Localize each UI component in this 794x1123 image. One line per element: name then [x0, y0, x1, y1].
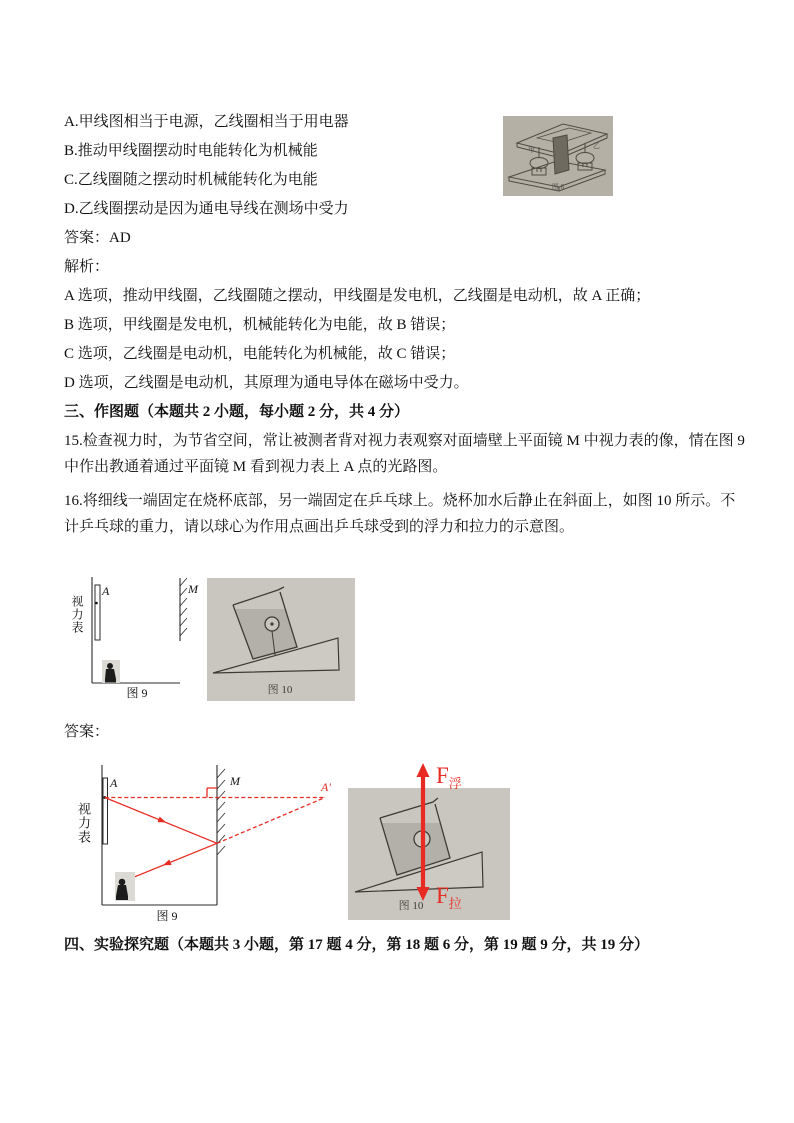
figure9-answer	[62, 758, 362, 926]
eye-chart-board	[95, 585, 100, 640]
analysis-a: A 选项，推动甲线圈，乙线圈随之摆动，甲线圈是发电机，乙线圈是电动机，故 A 正确；	[64, 288, 651, 304]
eye-chart-label: 视力表	[76, 802, 91, 844]
analysis-c: C 选项，乙线圈是电动机，电能转化为机械能，故 C 错误；	[64, 346, 456, 362]
q16-line2: 计乒乓球的重力，请以球心为作用点画出乒乓球受到的浮力和拉力的示意图。	[64, 519, 575, 535]
point-a-label: A	[102, 584, 110, 598]
image-point-label: A′	[321, 780, 331, 794]
q16-line1: 16.将细线一端固定在烧杯底部，另一端固定在乒乓球上。烧杯加水后静止在斜面上，如图 10 所示。不	[64, 493, 736, 509]
coil-left-label: 甲	[528, 146, 535, 154]
person-figure	[115, 872, 135, 901]
figure10-answer-caption: 图 10	[398, 900, 424, 912]
figure10-caption: 图 10	[267, 684, 293, 696]
q15-line1: 15.检查视力时，为节省空间，常让被测者背对视力表观察对面墙壁上平面镜 M 中视力表的像，情在图 9	[64, 433, 745, 449]
partition-plate	[553, 135, 569, 174]
analysis-d: D 选项，乙线圈是电动机，其原理为通电导体在磁场中受力。	[64, 375, 469, 391]
answer2-label: 答案：	[64, 724, 110, 740]
figure9-question	[52, 570, 204, 702]
figure9-drawing	[52, 570, 204, 702]
coil-right-label: 乙	[593, 142, 600, 150]
section4-heading: 四、实验探究题（本题共 3 小题，第 17 题 4 分，第 18 题 6 分，第 19 题 9 分，共 19 分）	[64, 937, 650, 953]
figure10-answer	[346, 756, 514, 924]
point-a-dot	[95, 602, 98, 605]
section3-heading: 三、作图题（本题共 2 小题，每小题 2 分，共 4 分）	[64, 404, 410, 420]
mirror-label: M	[188, 582, 198, 596]
answer-line: 答案：AD	[64, 230, 131, 246]
option-a: A.甲线图相当于电源，乙线圈相当于用电器	[64, 114, 349, 130]
person-figure	[102, 660, 120, 683]
ray-arrowhead-incident	[157, 817, 167, 826]
ball-center-dot	[270, 622, 273, 625]
mirror-hatching	[180, 578, 187, 636]
figure9-answer-drawing	[62, 758, 362, 926]
figure9-answer-caption: 图 9	[156, 909, 178, 923]
mirror-label: M	[230, 774, 240, 788]
buoyancy-force-label: $F_浮$	[436, 763, 462, 791]
figure8-caption: 图 8	[551, 183, 565, 191]
analysis-b: B 选项，甲线圈是发电机，机械能转化为电能，故 B 错误；	[64, 317, 456, 333]
option-b: B.推动甲线圈摆动时电能转化为机械能	[64, 143, 318, 159]
option-c: C.乙线圈随之摆动时机械能转化为电能	[64, 172, 318, 188]
eye-chart-board	[103, 778, 108, 844]
eye-chart-label: 视力表	[70, 595, 84, 634]
figure9-caption: 图 9	[126, 686, 148, 700]
light-rays	[105, 788, 325, 882]
analysis-label: 解析：	[64, 259, 110, 275]
figure10-question-photo	[207, 578, 355, 701]
option-d: D.乙线圈摆动是因为通电导线在测场中受力	[64, 201, 349, 217]
ray-arrowhead-reflected	[162, 859, 172, 868]
tension-force-label: $F_拉$	[436, 883, 462, 911]
point-a-label: A	[110, 776, 118, 790]
figure8-photo	[503, 116, 613, 196]
q15-line2: 中作出教通着通过平面镜 M 看到视力表上 A 点的光路图。	[64, 459, 448, 475]
